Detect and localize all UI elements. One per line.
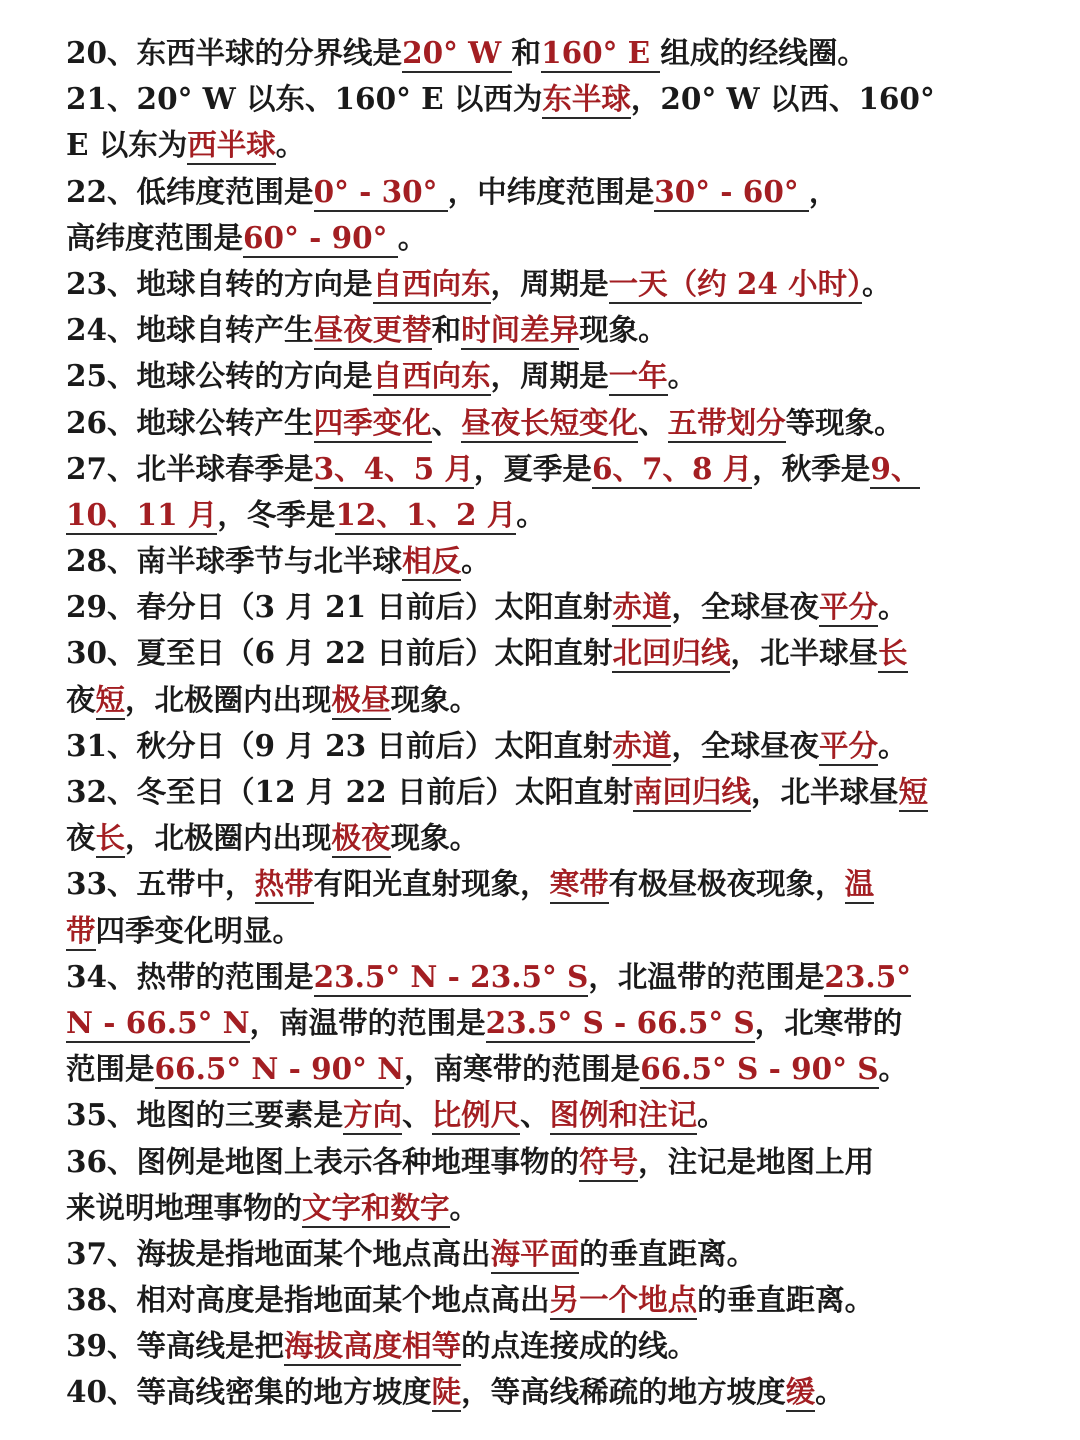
- question-text: 26、地球公转产生: [66, 404, 314, 440]
- text-line: [66, 353, 1020, 399]
- answer-text: 自西向东: [373, 358, 491, 396]
- answer-text: N - 66.5° N: [66, 1005, 250, 1043]
- answer-text: 昼夜更替: [314, 312, 432, 350]
- question-text: 高纬度范围是: [66, 219, 244, 255]
- text-line: [66, 261, 1020, 307]
- question-text: ，等高线稀疏的地方坡度: [461, 1374, 786, 1410]
- question-text: 和: [511, 35, 542, 70]
- question-text: ，南寒带的范围是: [404, 1051, 641, 1087]
- answer-text: 极昼: [332, 682, 391, 720]
- text-line: [66, 954, 1020, 1000]
- text-line: [66, 307, 1020, 353]
- text-line: [66, 1277, 1020, 1323]
- question-text: ，: [808, 173, 839, 209]
- question-text: 的垂直距离。: [697, 1282, 875, 1318]
- question-text: 。: [697, 1097, 727, 1133]
- question-text: 。: [878, 589, 908, 625]
- answer-text: 0° - 30°: [314, 174, 448, 212]
- answer-text: 3、4、5 月: [314, 451, 474, 489]
- answer-text: 一年: [609, 358, 668, 396]
- question-text: 有极昼极夜现象，: [608, 866, 845, 902]
- answer-text: 西半球: [187, 127, 276, 165]
- question-text: 。: [667, 358, 698, 394]
- question-text: 34、热带的范围是: [66, 958, 314, 994]
- answer-text: 五带划分: [668, 405, 786, 443]
- question-text: 范围是: [66, 1051, 155, 1087]
- text-line: [66, 723, 1020, 769]
- answer-text: 9、: [870, 451, 920, 489]
- answer-text: 20° W: [402, 35, 511, 73]
- question-text: ，北极圈内出现: [125, 820, 332, 856]
- answer-text: 60° - 90°: [243, 220, 398, 258]
- question-text: 。: [815, 1374, 845, 1410]
- question-text: 的点连接成的线。: [461, 1328, 698, 1364]
- answer-text: 23.5° N - 23.5° S: [314, 959, 589, 997]
- text-line: [66, 1046, 1020, 1092]
- question-text: 39、等高线是把: [66, 1328, 285, 1364]
- question-text: E 以东为: [66, 127, 188, 163]
- question-text: ，全球昼夜: [671, 589, 819, 625]
- answer-text: 另一个地点: [550, 1282, 698, 1320]
- question-text: ，冬季是: [217, 496, 336, 532]
- question-text: 四季变化明显。: [95, 912, 303, 948]
- answer-text: 30° - 60°: [654, 174, 809, 212]
- question-text: 。: [397, 219, 428, 255]
- answer-text: 昼夜长短变化: [461, 405, 638, 443]
- question-text: 、: [431, 404, 462, 440]
- question-text: 36、图例是地图上表示各种地理事物的: [66, 1143, 580, 1179]
- text-line: [66, 1369, 1020, 1415]
- text-line: [66, 76, 1020, 122]
- answer-text: 自西向东: [373, 266, 491, 304]
- answer-text: 相反: [402, 543, 461, 581]
- text-line: [66, 215, 1020, 261]
- text-line: [66, 30, 1020, 76]
- question-text: 35、地图的三要素是: [66, 1097, 344, 1133]
- answer-text: 海平面: [491, 1236, 580, 1274]
- text-line: [66, 122, 1020, 168]
- question-text: 。: [861, 265, 892, 301]
- question-text: 和: [431, 312, 462, 348]
- answer-text: 图例和注记: [550, 1097, 698, 1135]
- question-text: 现象。: [579, 312, 668, 348]
- answer-text: 海拔高度相等: [284, 1328, 461, 1366]
- text-line: [66, 630, 1020, 676]
- answer-text: 160° E: [541, 35, 660, 73]
- question-text: 的垂直距离。: [579, 1235, 757, 1271]
- answer-text: 23.5° S - 66.5° S: [486, 1005, 755, 1043]
- answer-text: 6、7、8 月: [592, 451, 752, 489]
- text-line: [66, 1139, 1020, 1185]
- question-text: 22、低纬度范围是: [66, 173, 314, 209]
- question-text: 20、东西半球的分界线是: [66, 35, 403, 70]
- question-text: ，中纬度范围是: [447, 173, 655, 209]
- question-text: 27、北半球春季是: [66, 450, 314, 486]
- question-text: ，北寒带的: [754, 1004, 903, 1040]
- answer-text: 66.5° S - 90° S: [640, 1051, 878, 1089]
- question-text: 。: [878, 1051, 909, 1087]
- answer-text: 方向: [343, 1097, 402, 1135]
- question-text: 组成的经线圈。: [660, 35, 867, 70]
- answer-text: 10、11 月: [66, 497, 217, 535]
- answer-text: 短: [96, 682, 126, 720]
- answer-text: 南回归线: [633, 774, 751, 812]
- question-text: 24、地球自转产生: [66, 312, 314, 348]
- answer-text: 赤道: [612, 728, 671, 766]
- question-text: 23、地球自转的方向是: [66, 265, 373, 301]
- question-text: 。: [275, 127, 306, 163]
- answer-text: 平分: [819, 728, 878, 766]
- question-text: 、: [638, 404, 668, 440]
- question-text: 31、秋分日（9 月 23 日前后）太阳直射: [66, 727, 613, 763]
- answer-text: 66.5° N - 90° N: [155, 1051, 405, 1089]
- text-line: [66, 1323, 1020, 1369]
- question-text: 。: [449, 1189, 480, 1225]
- answer-text: 比例尺: [432, 1097, 521, 1135]
- question-text: ，秋季是: [752, 450, 871, 486]
- question-text: 现象。: [390, 820, 480, 856]
- question-text: 38、相对高度是指地面某个地点高出: [66, 1282, 550, 1318]
- question-text: 来说明地理事物的: [66, 1189, 303, 1225]
- text-line: [66, 1000, 1020, 1046]
- answer-text: 温: [845, 866, 875, 904]
- question-text: 32、冬至日（12 月 22 日前后）太阳直射: [66, 774, 633, 809]
- question-text: 夜: [66, 681, 96, 717]
- question-text: 有阳光直射现象，: [313, 866, 550, 902]
- text-line: [66, 769, 1020, 815]
- answer-text: 北回归线: [612, 635, 730, 673]
- text-line: [66, 446, 1020, 492]
- text-line: [66, 400, 1020, 446]
- answer-text: 时间差异: [461, 312, 579, 350]
- answer-text: 文字和数字: [302, 1190, 450, 1228]
- answer-text: 符号: [579, 1144, 638, 1182]
- answer-text: 寒带: [550, 866, 609, 904]
- question-text: ，全球昼夜: [671, 727, 819, 763]
- text-line: [66, 677, 1020, 723]
- answer-text: 一天（约 24 小时）: [609, 266, 862, 304]
- text-line: [66, 1185, 1020, 1231]
- text-line: [66, 908, 1020, 954]
- question-text: 25、地球公转的方向是: [66, 358, 373, 394]
- question-text: 、: [520, 1097, 550, 1133]
- question-text: 30、夏至日（6 月 22 日前后）太阳直射: [66, 635, 613, 671]
- question-text: 。: [516, 496, 546, 532]
- question-text: 现象。: [390, 681, 480, 717]
- text-line: [66, 492, 1020, 538]
- text-line: [66, 815, 1020, 861]
- question-text: ，北极圈内出现: [125, 681, 332, 717]
- answer-text: 四季变化: [314, 405, 432, 443]
- question-text: 29、春分日（3 月 21 日前后）太阳直射: [66, 589, 613, 625]
- question-text: ，20° W 以西、160°: [630, 81, 935, 117]
- question-text: ，南温带的范围是: [249, 1004, 486, 1040]
- text-line: [66, 538, 1020, 584]
- question-text: 40、等高线密集的地方坡度: [66, 1374, 432, 1410]
- question-text: 。: [461, 543, 491, 579]
- question-text: ，夏季是: [473, 450, 592, 486]
- question-text: 21、20° W 以东、160° E 以西为: [66, 81, 543, 117]
- text-line: [66, 861, 1020, 907]
- question-text: ，北温带的范围是: [588, 958, 825, 994]
- answer-text: 12、1、2 月: [335, 497, 516, 535]
- question-text: 37、海拔是指地面某个地点高出: [66, 1235, 491, 1271]
- answer-text: 极夜: [332, 820, 391, 858]
- question-text: ，北半球昼: [730, 635, 878, 671]
- question-text: ，周期是: [490, 358, 609, 394]
- text-line: [66, 584, 1020, 630]
- answer-text: 平分: [819, 589, 878, 627]
- question-text: 夜: [66, 820, 96, 856]
- question-text: 等现象。: [785, 404, 904, 440]
- question-text: 、: [402, 1097, 432, 1133]
- answer-text: 23.5°: [824, 959, 911, 997]
- answer-text: 东半球: [542, 81, 631, 119]
- answer-text: 陡: [432, 1374, 462, 1412]
- answer-text: 赤道: [612, 589, 671, 627]
- answer-text: 长: [878, 635, 908, 673]
- answer-text: 长: [96, 820, 126, 858]
- answer-text: 热带: [255, 866, 314, 904]
- answer-text: 短: [899, 774, 929, 812]
- answer-text: 带: [66, 913, 96, 951]
- question-text: ，注记是地图上用: [638, 1143, 875, 1179]
- text-line: [66, 1231, 1020, 1277]
- question-text: 33、五带中，: [66, 866, 255, 902]
- answer-text: 缓: [786, 1374, 816, 1412]
- question-text: 。: [878, 727, 908, 763]
- text-line: [66, 1092, 1020, 1138]
- question-text: ，北半球昼: [750, 774, 899, 809]
- question-text: ，周期是: [490, 265, 609, 301]
- text-line: [66, 169, 1020, 215]
- question-text: 28、南半球季节与北半球: [66, 543, 403, 579]
